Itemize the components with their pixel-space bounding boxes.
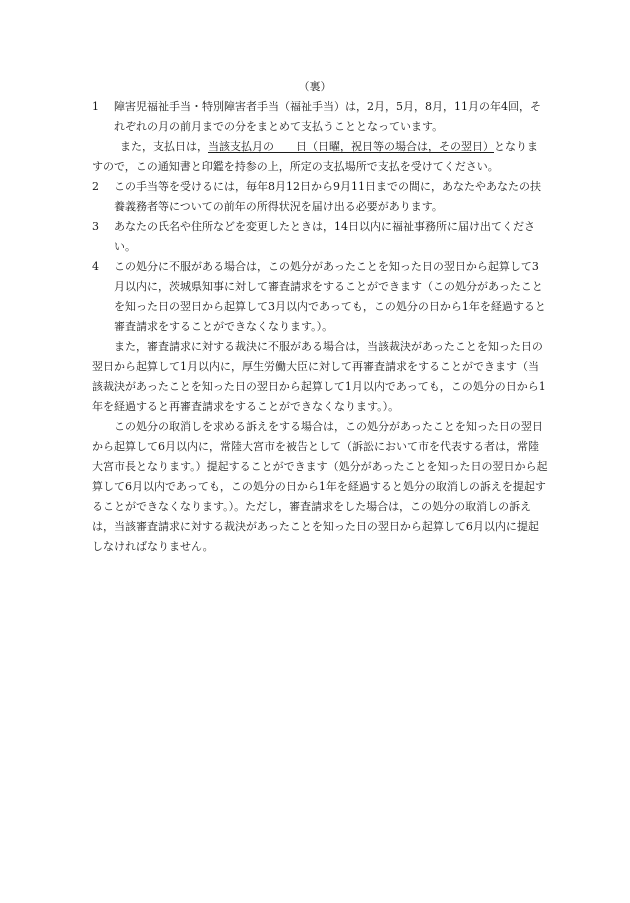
item-text: 障害児福祉手当・特別障害者手当（福祉手当）は，2月，5月，8月，11月の年4回，それぞれの月の前月までの分をまとめて支払うこととなっています。 xyxy=(114,100,541,133)
payment-date-rest: となりますので，この通知書と印鑑を持参の上，所定の支払場所で支払を受けてください。 xyxy=(92,140,538,173)
item-text: あなたの氏名や住所などを変更したときは，14日以内に福祉事務所に届け出てください。 xyxy=(114,220,535,253)
page-heading: （裏） xyxy=(298,80,332,93)
item-4 xyxy=(92,257,548,337)
item-number: 3 xyxy=(92,220,99,233)
item-text: この処分に不服がある場合は，この処分があったことを知った日の翌日から起算して3月以内に，茨城県知事に対して審査請求をすることができます（この処分があったことを知った日の翌日から起算して3月以内であっても，この処分の日から1年を経過すると審査請求をすることができなくなります。）。 xyxy=(114,260,546,333)
item-3 xyxy=(92,217,548,257)
item-1 xyxy=(92,97,548,137)
payment-date-underlined: 当該支払月の 日（日曜，祝日等の場合は，その翌日） xyxy=(208,140,494,153)
reexamination-paragraph: また，審査請求に対する裁決に不服がある場合は，当該裁決があったことを知った日の翌日から起算して1月以内に，厚生労働大臣に対して再審査請求をすることができます（当該裁決があったことを知った日の翌日から起算して1月以内であっても，この処分の日から1年を経過すると再審査請求をすることができなくなります。）。 xyxy=(92,340,546,413)
item-text: この手当等を受けるには，毎年8月12日から9月11日までの間に，あなたやあなたの扶養義務者等についての前年の所得状況を届け出る必要があります。 xyxy=(114,180,541,213)
payment-date-lead: また，支払日は， xyxy=(120,140,208,153)
notice-content xyxy=(92,97,548,557)
payment-date-paragraph xyxy=(92,137,548,177)
item-number: 1 xyxy=(92,100,99,113)
item-2 xyxy=(92,177,548,217)
item-number: 4 xyxy=(92,260,99,273)
item-number: 2 xyxy=(92,180,99,193)
revocation-suit-paragraph: この処分の取消しを求める訴えをする場合は，この処分があったことを知った日の翌日から起算して6月以内に，常陸大宮市を被告として（訴訟において市を代表する者は，常陸大宮市長となります。）提起することができます（処分があったことを知った日の翌日から起算して6月以内であっても，この処分の日から1年を経過すると処分の取消しの訴えを提起することができなくなります。）。ただし，審査請求をした場合は，この処分の取消しの訴えは，当該審査請求に対する裁決があったことを知った日の翌日から起算して6月以内に提起しなければなりません。 xyxy=(92,420,548,553)
